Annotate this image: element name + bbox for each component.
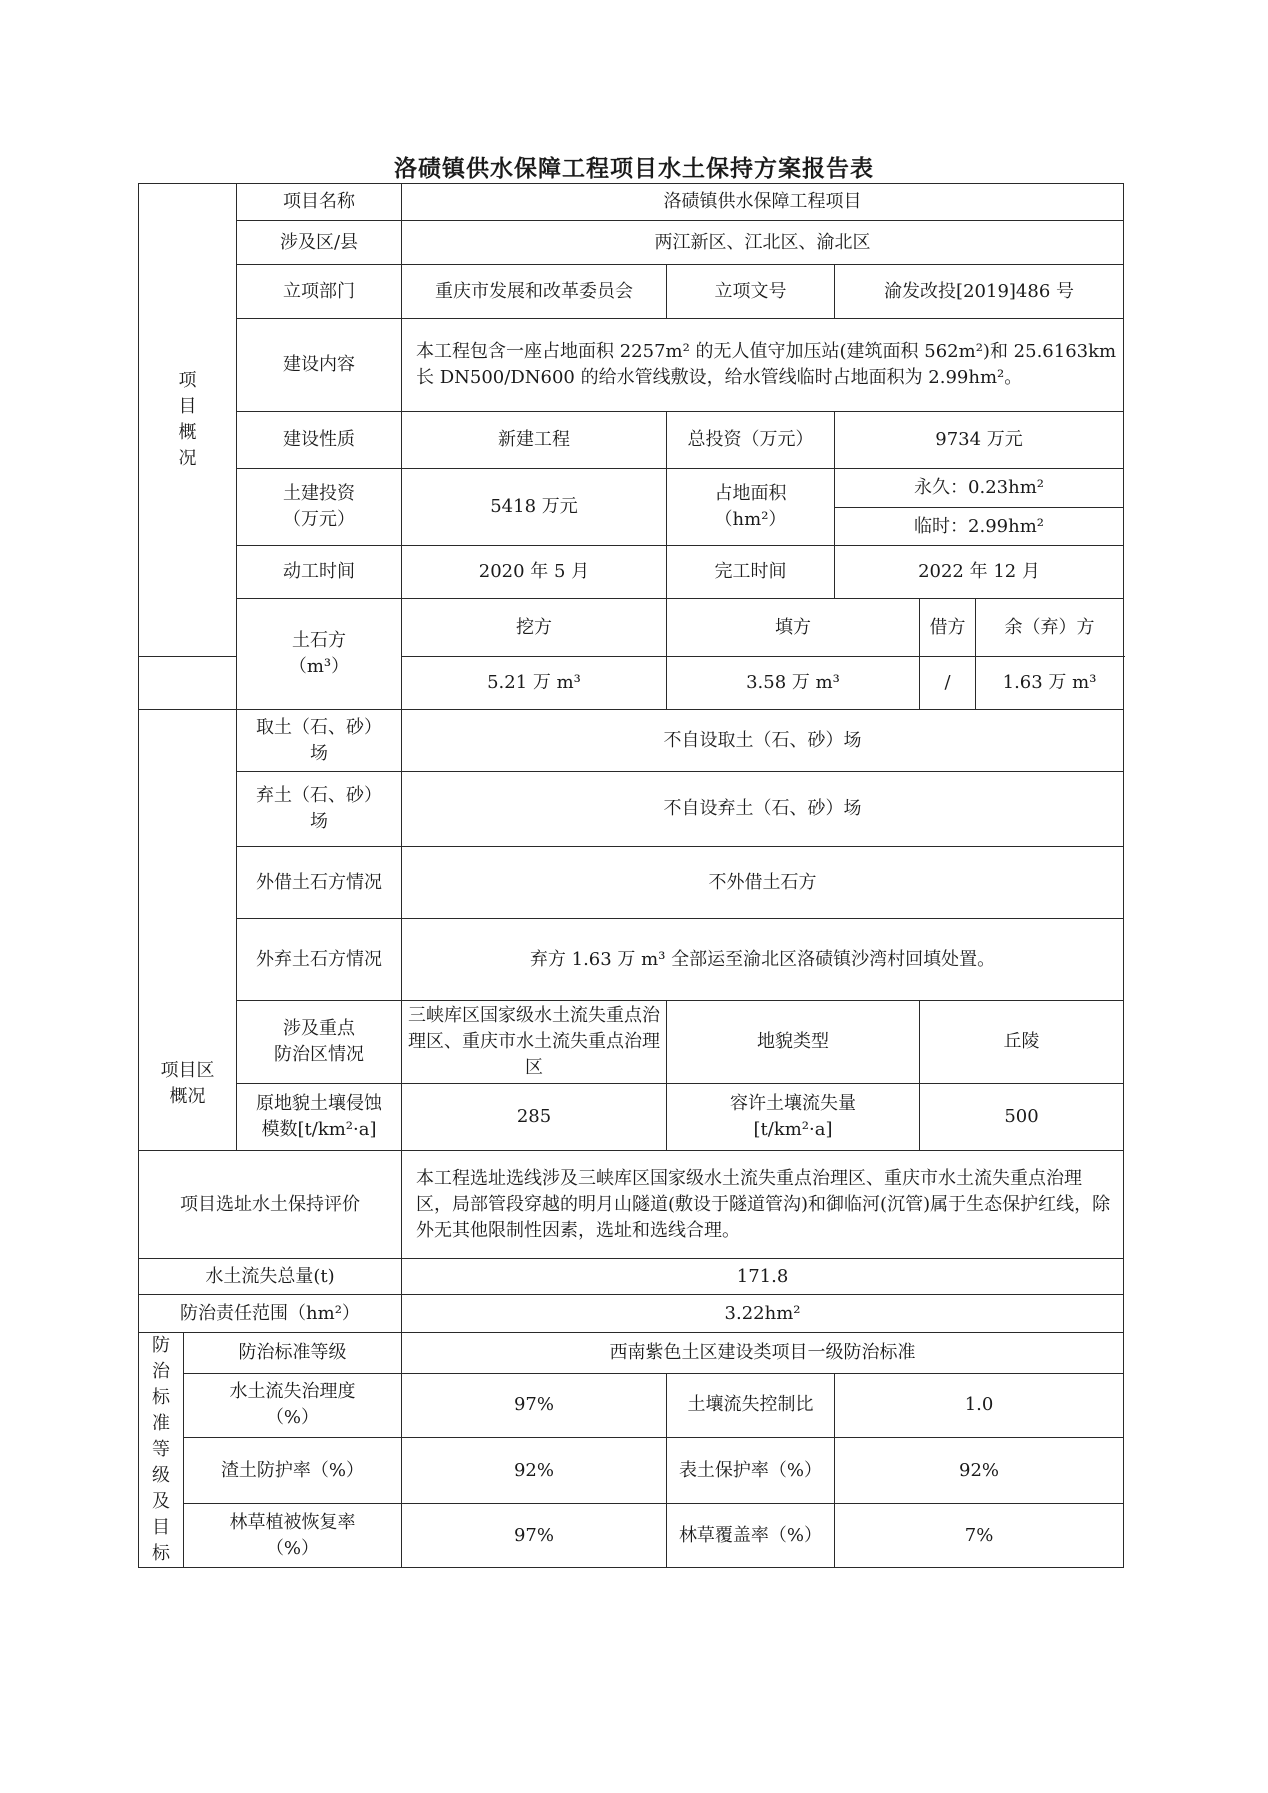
row-schedule bbox=[139, 546, 1124, 599]
target-2-value: 92% bbox=[402, 1437, 667, 1504]
external-spoil-label: 外弃土石方情况 bbox=[237, 919, 402, 1001]
site-eval-label: 项目选址水土保持评价 bbox=[139, 1151, 402, 1259]
erosion-label: 原地貌土壤侵蚀 模数[t/km²·a] bbox=[237, 1084, 402, 1151]
row-earthwork-head bbox=[139, 599, 1124, 657]
district-label: 涉及区/县 bbox=[237, 221, 402, 265]
dept-value: 重庆市发展和改革委员会 bbox=[402, 265, 667, 319]
row-civil-1 bbox=[139, 469, 1124, 508]
target-3-value: 97% bbox=[402, 1504, 667, 1568]
group-spacer bbox=[139, 657, 237, 710]
external-borrow-value: 不外借土石方 bbox=[402, 847, 1124, 919]
target-3-label: 林草植被恢复率 （%） bbox=[184, 1504, 402, 1568]
target-2-label: 渣土防护率（%） bbox=[184, 1437, 402, 1504]
nature-value: 新建工程 bbox=[402, 412, 667, 469]
start-value: 2020 年 5 月 bbox=[402, 546, 667, 599]
report-table bbox=[138, 183, 1124, 1568]
row-target-1 bbox=[139, 1374, 1124, 1437]
total-loss-label: 水土流失总量(t) bbox=[139, 1259, 402, 1295]
target-1-value: 97% bbox=[402, 1374, 667, 1437]
external-borrow-label: 外借土石方情况 bbox=[237, 847, 402, 919]
dig-value: 5.21 万 m³ bbox=[402, 657, 667, 710]
row-approval bbox=[139, 265, 1124, 319]
borrow-value: / bbox=[920, 657, 976, 710]
area-label: 占地面积 （hm²） bbox=[667, 469, 835, 546]
document-title: 洛碛镇供水保障工程项目水土保持方案报告表 bbox=[394, 155, 874, 182]
allow-label: 容许土壤流失量 [t/km²·a] bbox=[667, 1084, 920, 1151]
row-construction-content bbox=[139, 319, 1124, 412]
group-area-overview: 项目区概况 bbox=[139, 710, 237, 1151]
content-value: 本工程包含一座占地面积 2257m² 的无人值守加压站(建筑面积 562m²)和 25.6163km 长 DN500/DN600 的给水管线敷设，给水管线临时占地面积为 2.99hm²。 bbox=[402, 319, 1124, 412]
total-investment-value: 9734 万元 bbox=[835, 412, 1124, 469]
fill-value: 3.58 万 m³ bbox=[667, 657, 920, 710]
group-standards: 防治标准等级及目标 bbox=[139, 1333, 184, 1568]
row-total-loss bbox=[139, 1259, 1124, 1295]
target-3b-value: 7% bbox=[835, 1504, 1124, 1568]
area-permanent: 永久：0.23hm² bbox=[835, 469, 1124, 508]
start-label: 动工时间 bbox=[237, 546, 402, 599]
row-project-name bbox=[139, 184, 1124, 221]
group-project-overview: 项目概况 bbox=[139, 184, 237, 657]
key-area-value: 三峡库区国家级水土流失重点治理区、重庆市水土流失重点治理区 bbox=[402, 1001, 667, 1084]
allow-value: 500 bbox=[920, 1084, 1124, 1151]
dept-label: 立项部门 bbox=[237, 265, 402, 319]
row-external-borrow bbox=[139, 847, 1124, 919]
spoil-site-value: 不自设弃土（石、砂）场 bbox=[402, 772, 1124, 847]
end-value: 2022 年 12 月 bbox=[835, 546, 1124, 599]
erosion-value: 285 bbox=[402, 1084, 667, 1151]
total-investment-label: 总投资（万元） bbox=[667, 412, 835, 469]
spoil-site-label: 弃土（石、砂） 场 bbox=[237, 772, 402, 847]
key-area-label: 涉及重点 防治区情况 bbox=[237, 1001, 402, 1084]
borrow-site-label: 取土（石、砂） 场 bbox=[237, 710, 402, 772]
dig-label: 挖方 bbox=[402, 599, 667, 657]
row-site-eval bbox=[139, 1151, 1124, 1259]
end-label: 完工时间 bbox=[667, 546, 835, 599]
target-2b-label: 表土保护率（%） bbox=[667, 1437, 835, 1504]
target-1b-label: 土壤流失控制比 bbox=[667, 1374, 835, 1437]
target-1-label: 水土流失治理度 （%） bbox=[184, 1374, 402, 1437]
landform-value: 丘陵 bbox=[920, 1001, 1124, 1084]
earthwork-label: 土石方 （m³） bbox=[237, 599, 402, 710]
civil-label: 土建投资 （万元） bbox=[237, 469, 402, 546]
standard-level-value: 西南紫色土区建设类项目一级防治标准 bbox=[402, 1333, 1124, 1374]
borrow-label: 借方 bbox=[920, 599, 976, 657]
waste-value: 1.63 万 m³ bbox=[976, 657, 1124, 710]
row-district bbox=[139, 221, 1124, 265]
responsibility-label: 防治责任范围（hm²） bbox=[139, 1295, 402, 1333]
district-value: 两江新区、江北区、渝北区 bbox=[402, 221, 1124, 265]
row-external-spoil bbox=[139, 919, 1124, 1001]
total-loss-value: 171.8 bbox=[402, 1259, 1124, 1295]
row-erosion bbox=[139, 1084, 1124, 1151]
content-label: 建设内容 bbox=[237, 319, 402, 412]
external-spoil-value: 弃方 1.63 万 m³ 全部运至渝北区洛碛镇沙湾村回填处置。 bbox=[402, 919, 1124, 1001]
row-responsibility bbox=[139, 1295, 1124, 1333]
row-spoil-site bbox=[139, 772, 1124, 847]
fill-label: 填方 bbox=[667, 599, 920, 657]
row-standard-level bbox=[139, 1333, 1124, 1374]
row-nature bbox=[139, 412, 1124, 469]
row-target-2 bbox=[139, 1437, 1124, 1504]
site-eval-value: 本工程选址选线涉及三峡库区国家级水土流失重点治理区、重庆市水土流失重点治理区，局部管段穿越的明月山隧道(敷设于隧道管沟)和御临河(沉管)属于生态保护红线，除外无其他限制性因素，选址和选线合理。 bbox=[402, 1151, 1124, 1259]
nature-label: 建设性质 bbox=[237, 412, 402, 469]
doc-value: 渝发改投[2019]486 号 bbox=[835, 265, 1124, 319]
area-temporary: 临时：2.99hm² bbox=[835, 508, 1124, 546]
project-name-value: 洛碛镇供水保障工程项目 bbox=[402, 184, 1124, 221]
borrow-site-value: 不自设取土（石、砂）场 bbox=[402, 710, 1124, 772]
standard-level-label: 防治标准等级 bbox=[184, 1333, 402, 1374]
row-target-3 bbox=[139, 1504, 1124, 1568]
doc-label: 立项文号 bbox=[667, 265, 835, 319]
target-2b-value: 92% bbox=[835, 1437, 1124, 1504]
landform-label: 地貌类型 bbox=[667, 1001, 920, 1084]
row-borrow-site bbox=[139, 710, 1124, 772]
row-key-area bbox=[139, 1001, 1124, 1084]
target-3b-label: 林草覆盖率（%） bbox=[667, 1504, 835, 1568]
civil-value: 5418 万元 bbox=[402, 469, 667, 546]
waste-label: 余（弃）方 bbox=[976, 599, 1124, 657]
target-1b-value: 1.0 bbox=[835, 1374, 1124, 1437]
project-name-label: 项目名称 bbox=[237, 184, 402, 221]
responsibility-value: 3.22hm² bbox=[402, 1295, 1124, 1333]
